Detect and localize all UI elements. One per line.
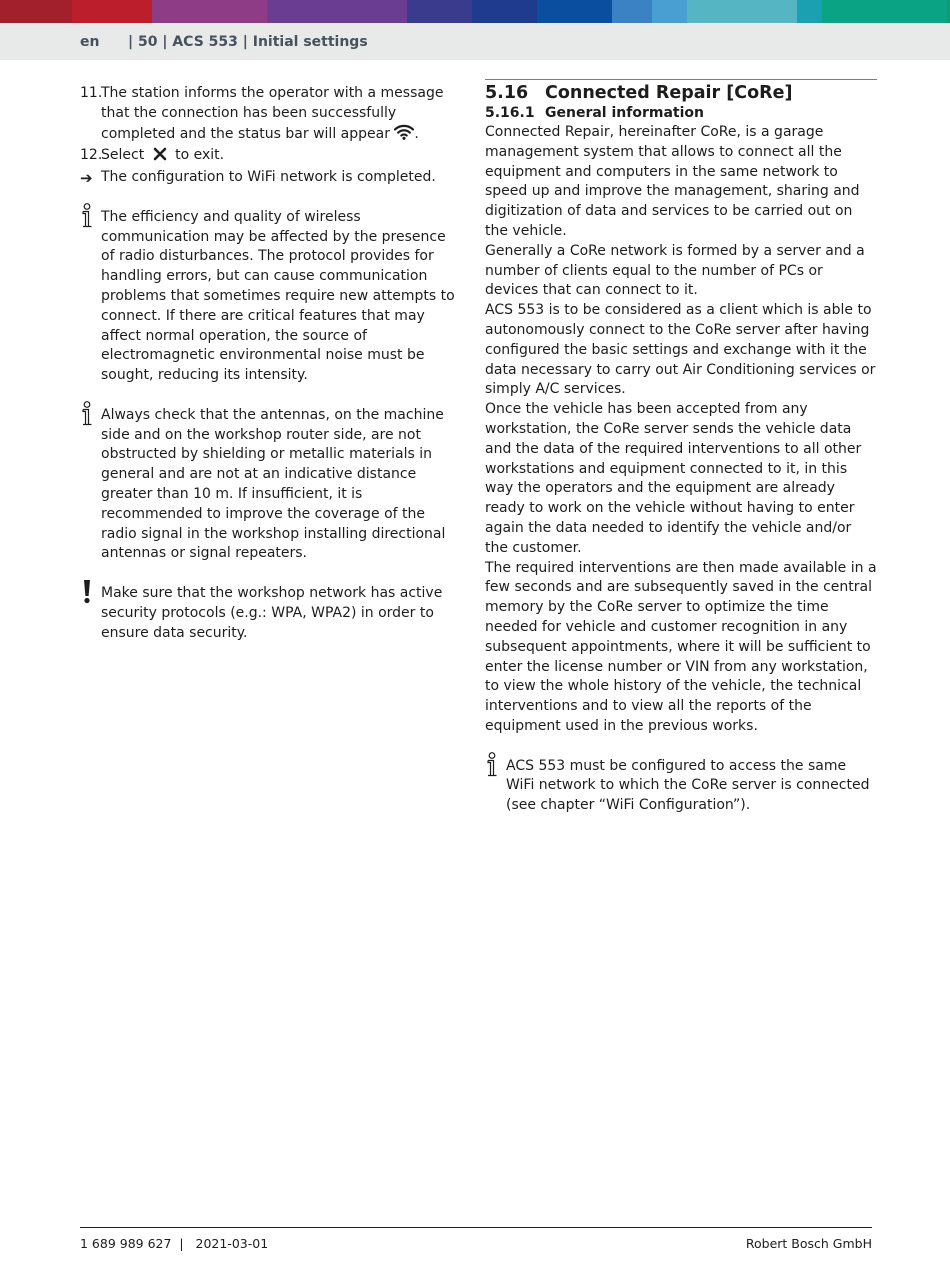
color-bar-segment: [0, 0, 72, 23]
result-line: [80, 168, 455, 188]
subsection-title: General information: [545, 105, 704, 121]
color-bar-segment: [797, 0, 822, 23]
section-rule: [485, 79, 877, 80]
color-bar-segment: [652, 0, 687, 23]
paragraph: Connected Repair, hereinafter CoRe, is a garage management system that allows to connect all the equipment and computers in the same network to speed up and improve the management, sharing and digitization of data and services to be carried out on the vehicle.: [485, 124, 860, 239]
exclamation-icon: [80, 579, 94, 612]
note-text: ACS 553 must be configured to access the same WiFi network to which the CoRe server is connected (see chapter “WiFi Configuration”).: [506, 757, 870, 814]
step-number: 11.: [80, 85, 103, 101]
step-text-pre: Select: [101, 147, 145, 164]
result-text: The configuration to WiFi network is completed.: [101, 169, 436, 186]
step-12: [80, 146, 455, 168]
info-note: [485, 757, 877, 816]
step-text-post: to exit.: [175, 147, 225, 164]
section-number: 5.16: [485, 83, 529, 103]
note-text: The efficiency and quality of wireless communication may be affected by the presence of radio disturbances. The protocol provides for handling errors, but can cause communication problems that sometimes require new attempts to connect. If there are critical features that may affect normal operation, the source of electromagnetic environmental noise must be sought, reducing its intensity.: [101, 208, 455, 384]
language-code: en: [80, 34, 100, 50]
arrow-right-icon: ➔: [80, 169, 93, 188]
step-text: The station informs the operator with a message that the connection has been successfully completed and the status bar will appear: [101, 85, 444, 142]
color-bar-segment: [537, 0, 612, 23]
close-icon: [153, 147, 167, 168]
left-column: [80, 84, 455, 643]
info-icon: [80, 401, 94, 434]
section-title: Connected Repair [CoRe]: [545, 83, 793, 103]
color-bar-segment: [687, 0, 797, 23]
paragraph: ACS 553 is to be considered as a client which is able to autonomously connect to the CoRe server after having configured the basic settings and exchange with it the data necessary to carry out Air Conditioning services or simply A/C services.: [485, 302, 876, 398]
right-column: [485, 79, 877, 816]
info-note: [80, 208, 455, 386]
color-bar-segment: [822, 0, 947, 23]
color-bar-segment: [407, 0, 472, 23]
page-header: [0, 23, 950, 60]
paragraph: Once the vehicle has been accepted from any workstation, the CoRe server sends the vehicle data and the data of the required interventions to all other workstations and equipment connected to it, in this way the operators and the equipment are already ready to work on the vehicle without having to enter again the data needed to identify the vehicle and/or the customer.: [485, 401, 862, 556]
color-bar-segment: [72, 0, 152, 23]
footer-rule: [80, 1227, 872, 1228]
note-text: Always check that the antennas, on the machine side and on the workshop router side, are not obstructed by shielding or metallic materials in general and are not at an indicative distance greater than 10 m. If insufficient, it is recommended to improve the coverage of the radio signal in the workshop installing directional antennas or signal repeaters.: [101, 406, 446, 562]
warning-note: [80, 584, 455, 643]
info-icon: [485, 752, 499, 785]
step-11: 11. The station informs the operator with a message that the connection has been successfully completed and the status bar will appear .: [80, 84, 455, 146]
footer-doc-number: 1 689 989 627 | 2021-03-01: [80, 1236, 269, 1251]
warning-text: Make sure that the workshop network has active security protocols (e.g.: WPA, WPA2) in order to ensure data security.: [101, 584, 443, 641]
info-note: [80, 406, 455, 564]
subsection-heading: [485, 104, 877, 123]
step-number: 12.: [80, 147, 103, 164]
paragraph: The required interventions are then made available in a few seconds and are subsequently saved in the central memory by the CoRe server to optimize the time needed for vehicle and customer recognition in any subsequent appointments, where it will be sufficient to enter the license number or VIN from any workstation, to view the whole history of the vehicle, the technical interventions and to view all the reports of the equipment used in the previous works.: [485, 559, 877, 734]
color-bar-segment: [152, 0, 267, 23]
footer-company: Robert Bosch GmbH: [745, 1236, 872, 1251]
paragraph: Generally a CoRe network is formed by a server and a number of clients equal to the number of PCs or devices that can connect to it.: [485, 242, 865, 299]
wifi-icon: [394, 124, 414, 147]
color-bar-segment: [472, 0, 537, 23]
section-heading: [485, 83, 877, 104]
subsection-number: 5.16.1: [485, 105, 535, 121]
info-icon: [80, 203, 94, 236]
page-header-title: | 50 | ACS 553 | Initial settings: [128, 34, 368, 50]
brand-color-bar: [0, 0, 950, 23]
color-bar-segment: [267, 0, 407, 23]
color-bar-segment: [612, 0, 652, 23]
